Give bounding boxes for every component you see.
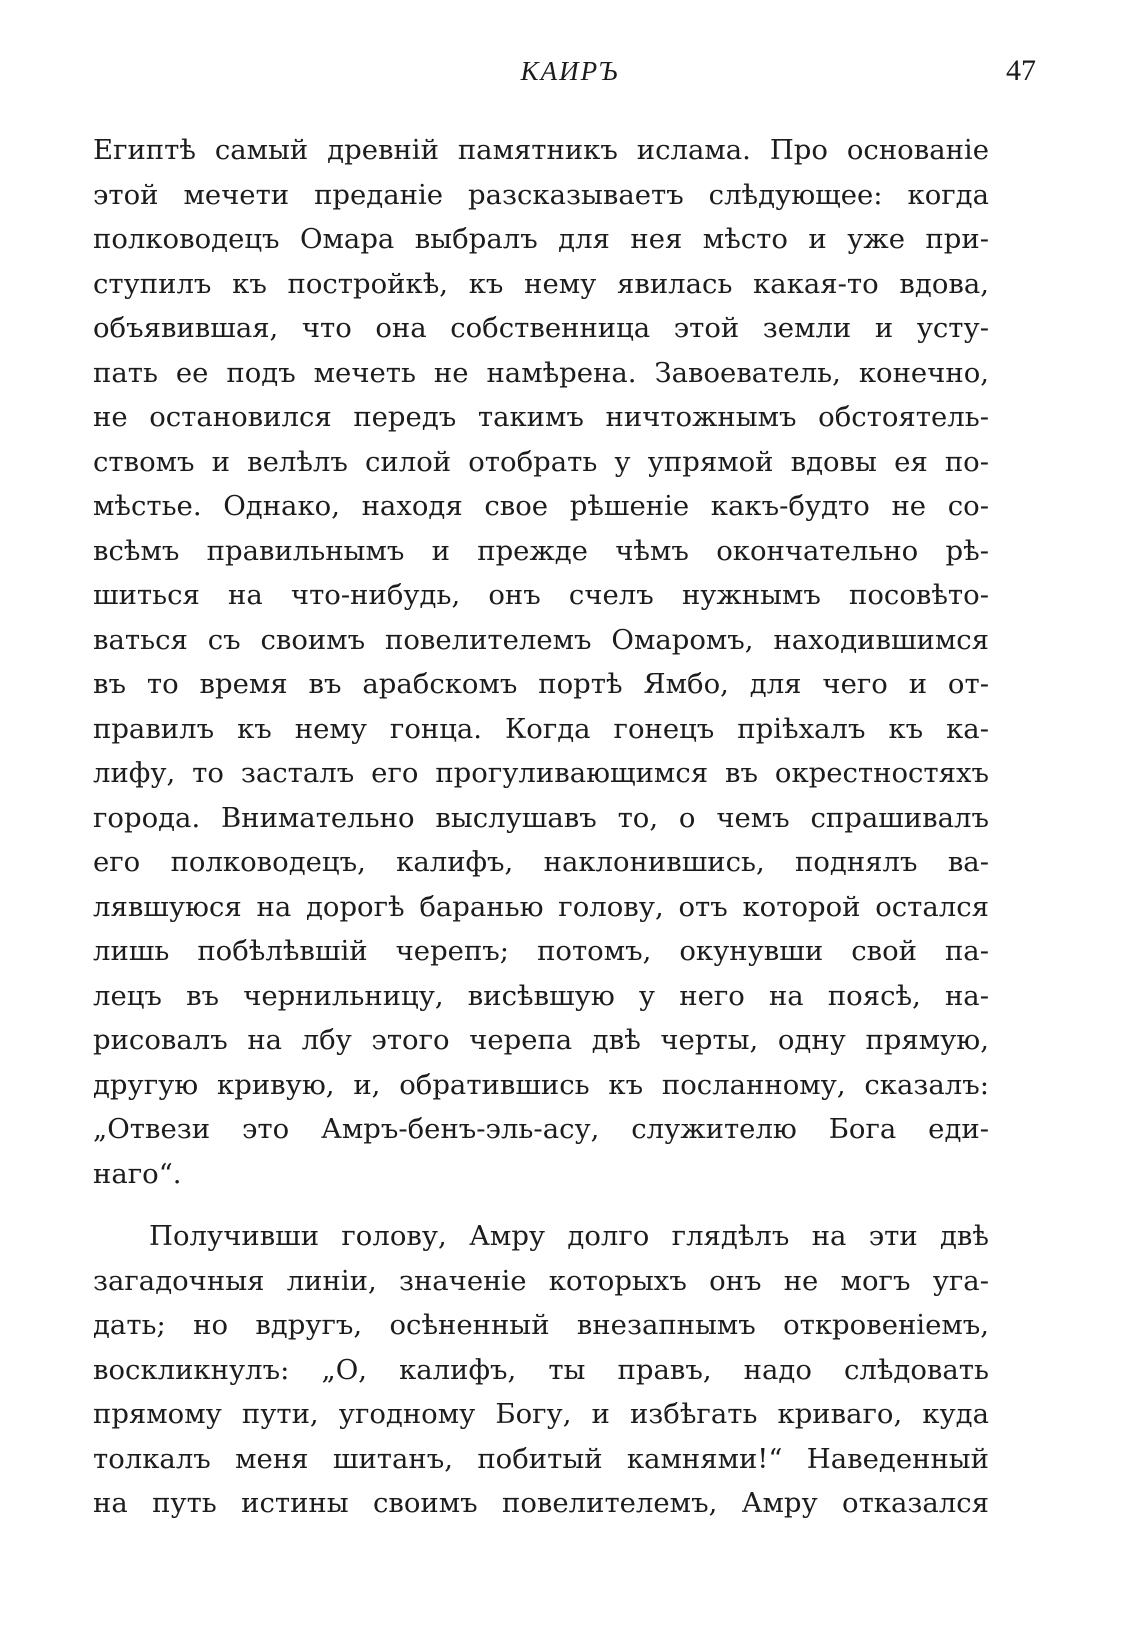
text-line: рисовалъ на лбу этого черепа двѣ черты, одну прямую, xyxy=(93,1024,989,1056)
text-line: пать ее подъ мечеть не намѣрена. Завоеватель, конечно, xyxy=(93,356,989,389)
paragraph xyxy=(93,128,989,1196)
text-line: ступилъ къ постройкѣ, къ нему явилась какая-то вдова, xyxy=(93,267,989,300)
text-line: лишь побѣлѣвшій черепъ; потомъ, окунувши свой па- xyxy=(93,935,989,967)
text-line: Получивши голову, Амру долго глядѣлъ на эти двѣ xyxy=(149,1220,989,1252)
text-line: на путь истины своимъ повелителемъ, Амру отказался xyxy=(93,1487,989,1519)
text-line: всѣмъ правильнымъ и прежде чѣмъ окончательно рѣ- xyxy=(93,534,989,567)
text-line: загадочныя линіи, значеніе которыхъ онъ не могъ уга- xyxy=(93,1264,989,1297)
text-line: въ то время въ арабскомъ портѣ Ямбо, для чего и от- xyxy=(93,668,989,700)
text-line: лифу, то засталъ его прогуливающимся въ окрестностяхъ xyxy=(93,757,989,789)
text-line: Египтѣ самый древній памятникъ ислама. Про основаніе xyxy=(93,134,989,166)
text-line: лецъ въ чернильницу, висѣвшую у него на поясѣ, на- xyxy=(93,979,989,1012)
text-line: правилъ къ нему гонца. Когда гонецъ пріѣхалъ къ ка- xyxy=(93,712,989,745)
text-line: ваться съ своимъ повелителемъ Омаромъ, находившимся xyxy=(93,623,989,656)
text-line: „Отвези это Амръ-бенъ-эль-асу, служителю Бога еди- xyxy=(93,1113,989,1145)
text-line: прямому пути, угодному Богу, и избѣгать криваго, куда xyxy=(93,1398,989,1430)
body-text xyxy=(93,128,989,1526)
text-line: города. Внимательно выслушавъ то, о чемъ спрашивалъ xyxy=(93,801,989,834)
running-title: КАИРЪ xyxy=(520,56,620,86)
text-line: полководецъ Омара выбралъ для нея мѣсто и уже при- xyxy=(93,223,989,255)
text-line: этой мечети преданіе разсказываетъ слѣдующее: когда xyxy=(93,178,989,211)
text-line: ствомъ и велѣлъ силой отобрать у упрямой вдовы ея по- xyxy=(93,445,989,478)
paragraph-gap xyxy=(93,1196,989,1214)
text-line: объявившая, что она собственница этой земли и усту- xyxy=(93,312,989,344)
text-line: другую кривую, и, обратившись къ посланному, сказалъ: xyxy=(93,1068,989,1101)
running-head xyxy=(0,52,1140,102)
text-line: толкалъ меня шитанъ, побитый камнями!“ Наведенный xyxy=(93,1442,989,1475)
text-line: лявшуюся на дорогѣ баранью голову, отъ которой остался xyxy=(93,890,989,923)
text-line: наго“. xyxy=(93,1157,182,1190)
text-line: не остановился передъ такимъ ничтожнымъ обстоятель- xyxy=(93,401,989,433)
text-line: мѣстье. Однако, находя свое рѣшеніе какъ-будто не со- xyxy=(93,490,989,522)
text-line: его полководецъ, калифъ, наклонившись, поднялъ ва- xyxy=(93,846,989,878)
page-number: 47 xyxy=(1006,54,1036,87)
text-line: воскликнулъ: „О, калифъ, ты правъ, надо слѣдовать xyxy=(93,1353,989,1386)
paragraph xyxy=(93,1214,989,1526)
text-line: дать; но вдругъ, осѣненный внезапнымъ откровеніемъ, xyxy=(93,1309,989,1341)
text-line: шиться на что-нибудь, онъ счелъ нужнымъ посовѣто- xyxy=(93,579,989,611)
